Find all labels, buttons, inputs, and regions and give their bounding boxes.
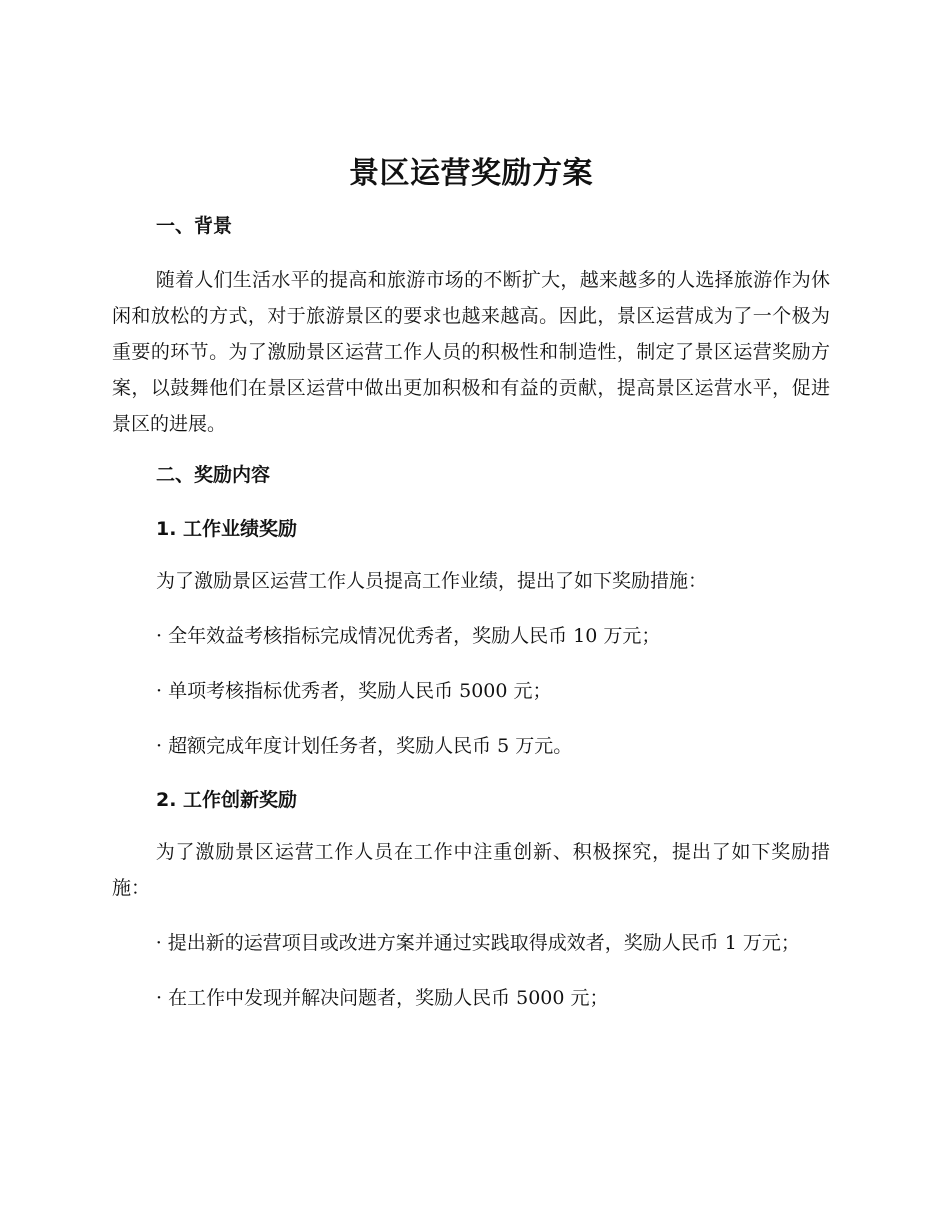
performance-item: · 全年效益考核指标完成情况优秀者，奖励人民币 10 万元； [156, 625, 661, 647]
sub-heading-performance: 1. 工作业绩奖励 [156, 518, 298, 540]
performance-item: · 超额完成年度计划任务者，奖励人民币 5 万元。 [156, 735, 573, 757]
innovation-intro: 为了激励景区运营工作人员在工作中注重创新、积极探究，提出了如下奖励措施： [112, 841, 830, 899]
sub-heading-innovation: 2. 工作创新奖励 [156, 789, 298, 811]
section-heading-rewards: 二、奖励内容 [156, 464, 271, 486]
performance-intro: 为了激励景区运营工作人员提高工作业绩，提出了如下奖励措施： [156, 570, 708, 592]
background-paragraph: 随着人们生活水平的提高和旅游市场的不断扩大，越来越多的人选择旅游作为休闲和放松的方式，对于旅游景区的要求也越来越高。因此，景区运营成为了一个极为重要的环节。为了激励景区运营工作人员的积极性和制造性，制定了景区运营奖励方案，以鼓舞他们在景区运营中做出更加积极和有益的贡献，提高景区运营水平，促进景区的进展。 [112, 269, 830, 435]
performance-item: · 单项考核指标优秀者，奖励人民币 5000 元； [156, 680, 552, 702]
innovation-item: · 提出新的运营项目或改进方案并通过实践取得成效者，奖励人民币 1 万元； [155, 932, 800, 954]
document-title: 景区运营奖励方案 [349, 156, 593, 191]
document-page [112, 150, 830, 1016]
section-heading-background: 一、背景 [156, 215, 233, 237]
innovation-item: · 在工作中发现并解决问题者，奖励人民币 5000 元； [156, 987, 609, 1009]
